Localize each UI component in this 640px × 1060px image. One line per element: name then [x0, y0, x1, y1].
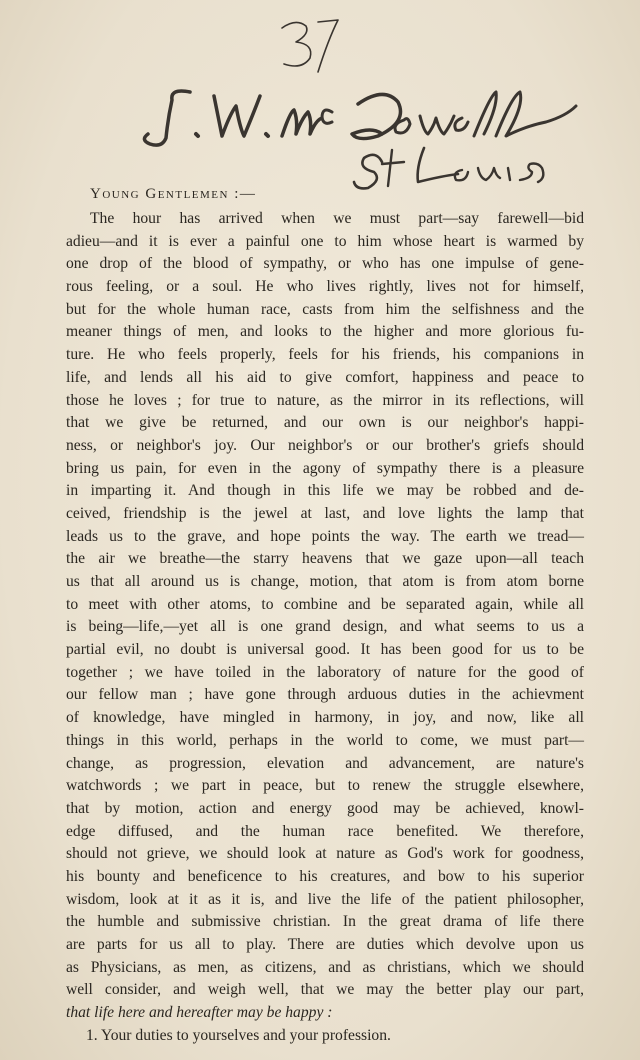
text-line: edge diffused, and the human race benefited. We therefore, [66, 822, 584, 840]
text-line: those he loves ; for true to nature, as the mirror in its reflections, will [66, 391, 584, 409]
handwritten-place [0, 200, 1, 201]
text-line: that by motion, action and energy good may be achieved, knowl- [66, 799, 584, 817]
text-line: rous feeling, or a soul. He who lives rightly, lives not for himself, [66, 278, 584, 296]
text-line: to meet with other atoms, to combine and be separated again, while all [66, 595, 584, 613]
text-line: adieu—and it is ever a painful one to him whose heart is warmed by [66, 232, 584, 250]
text-line: ceived, friendship is the jewel at last, and love lights the lamp that [66, 504, 584, 522]
list-item: 1. Your duties to yourselves and your profession. [86, 1026, 391, 1044]
handwritten-inscription [0, 0, 640, 200]
text-line: ness, or neighbor's joy. Our neighbor's or our brother's griefs should [66, 436, 584, 454]
text-line: should not grieve, we should look at nature as God's work for goodness, [66, 845, 584, 863]
handwritten-signature [0, 200, 1, 201]
text-line: of knowledge, have mingled in harmony, in joy, and now, like all [66, 709, 584, 727]
text-line: bring us pain, for even in the agony of sympathy there is a pleasure [66, 459, 584, 477]
text-line: watchwords ; we part in peace, but to renew the struggle elsewhere, [66, 777, 584, 795]
text-line: well consider, and weigh well, that we may the better play our part, [66, 981, 584, 999]
text-line: together ; we have toiled in the laboratory of nature for the good of [66, 663, 584, 681]
text-line: change, as progression, elevation and advancement, are nature's [66, 754, 584, 772]
text-line: leads us to the grave, and hope points the way. The earth we tread— [66, 527, 584, 545]
text-line: ture. He who feels properly, feels for his friends, his companions in [66, 346, 584, 364]
handwritten-number [0, 200, 1, 201]
salutation: Young Gentlemen :— [90, 186, 257, 202]
text-line: the air we breathe—the starry heavens that we gaze upon—all teach [66, 550, 584, 568]
text-line: but for the whole human race, casts from him the selfishness and the [66, 300, 584, 318]
text-line: is being—life,—yet all is one grand design, and what seems to us a [66, 618, 584, 636]
text-line: life, and lends all his aid to give comfort, happiness and peace to [66, 368, 584, 386]
text-line: things in this world, perhaps in the world to come, we must part— [66, 731, 584, 749]
text-line: the humble and submissive christian. In the great drama of life there [66, 913, 584, 931]
text-line: are parts for us all to play. There are duties which devolve upon us [66, 936, 584, 953]
text-line: wisdom, look at it as it is, and live the life of the patient philosopher, [66, 890, 584, 908]
text-line: us that all around us is change, motion, that atom is from atom borne [66, 573, 584, 590]
handwriting-drawing [0, 0, 640, 200]
text-line: The hour has arrived when we must part—say farewell—bid [90, 210, 584, 227]
text-line: that we give be returned, and our own is our neighbor's happi- [66, 414, 584, 432]
text-line: meaner things of men, and looks to the higher and more glorious fu- [66, 323, 584, 341]
text-line: his bounty and beneficence to his creatures, and bow to his superior [66, 867, 584, 885]
italic-line: that life here and hereafter may be happy : [66, 1004, 333, 1022]
text-line: partial evil, no doubt is universal good. It has been good for us to be [66, 641, 584, 659]
body-text [66, 208, 584, 1047]
text-line: one drop of the blood of sympathy, or who has one impulse of gene- [66, 255, 584, 273]
text-line: as Physicians, as men, as citizens, and as christians, which we should [66, 958, 584, 976]
text-line: our fellow man ; have gone through arduous duties in the achievment [66, 686, 584, 704]
text-line: in imparting it. And though in this life we may be robbed and de- [66, 482, 584, 500]
